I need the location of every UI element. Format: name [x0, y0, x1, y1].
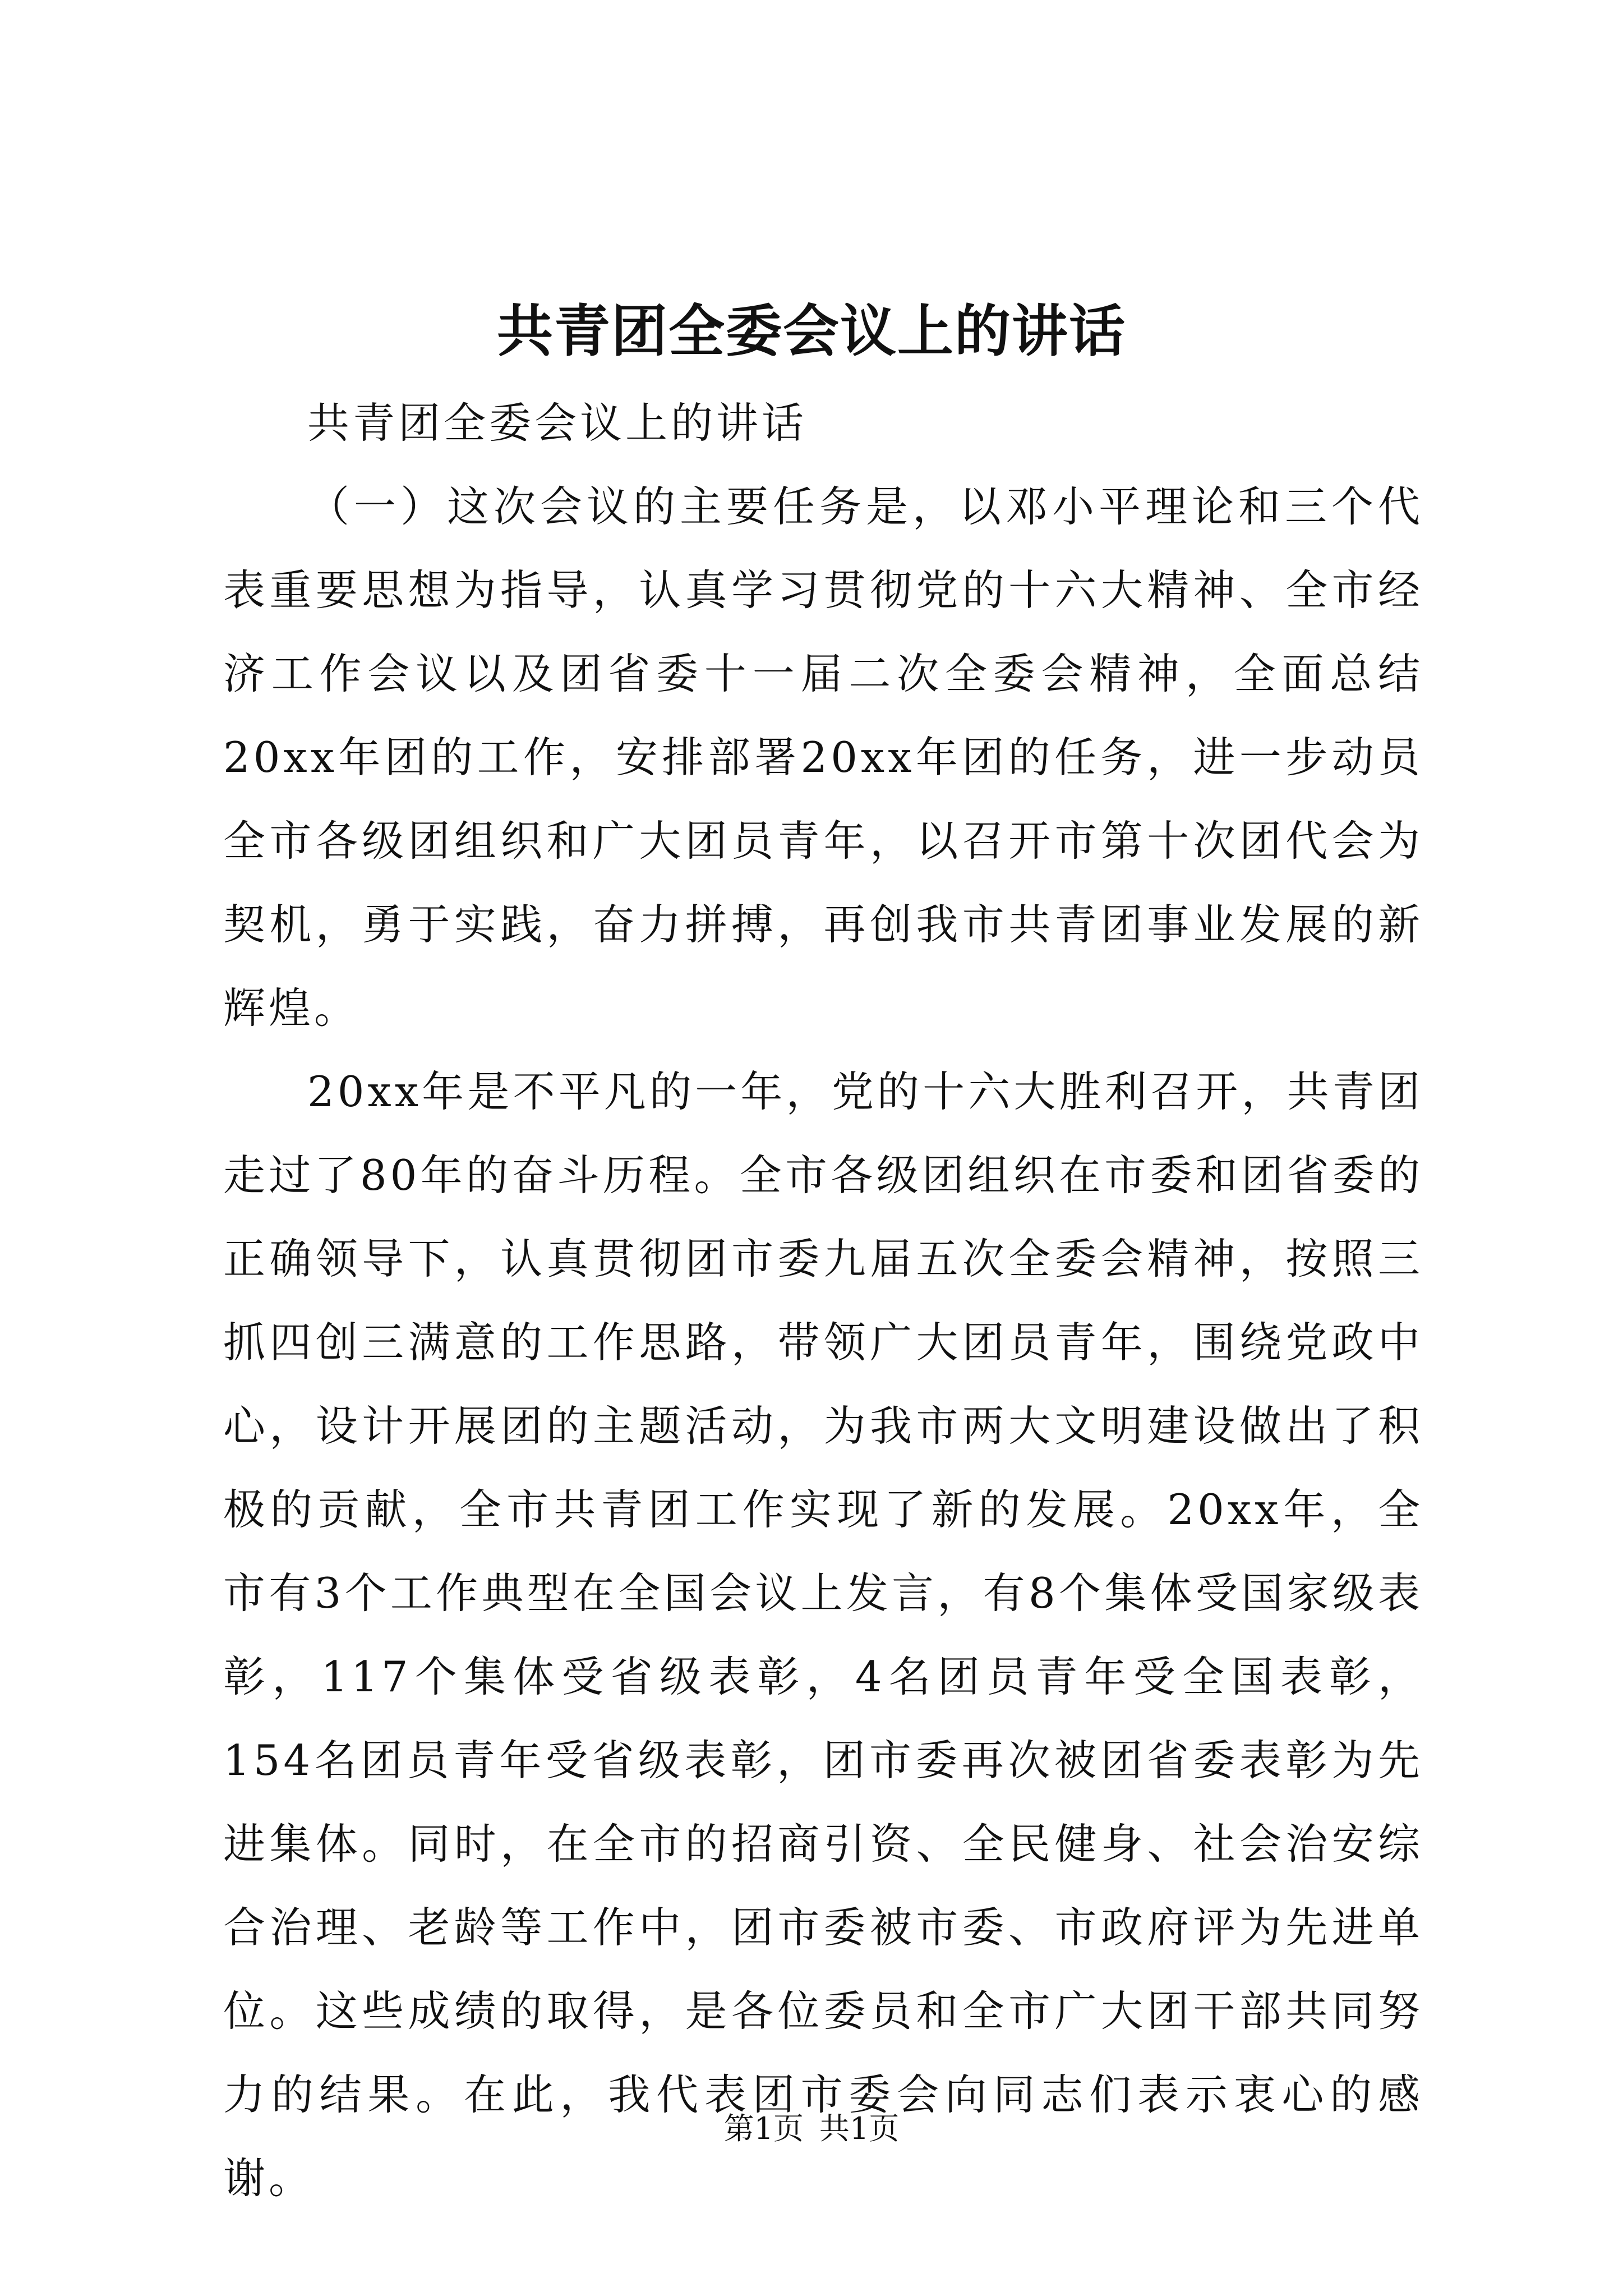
paragraph-two: 20xx年是不平凡的一年，党的十六大胜利召开，共青团走过了80年的奋斗历程。全市各级团组织在市委和团省委的正确领导下，认真贯彻团市委九届五次全委会精神，按照三抓四创三满意的工作思路，带领广大团员青年，围绕党政中心，设计开展团的主题活动，为我市两大文明建设做出了积极的贡献，全市共青团工作实现了新的发展。20xx年，全市有3个工作典型在全国会议上发言，有8个集体受国家级表彰，117个集体受省级表彰，4名团员青年受全国表彰，154名团员青年受省级表彰，团市委再次被团省委表彰为先进集体。同时，在全市的招商引资、全民健身、社会治安综合治理、老龄等工作中，团市委被市委、市政府评为先进单位。这些成绩的取得，是各位委员和全市广大团干部共同努力的结果。在此，我代表团市委会向同志们表示衷心的感谢。 — [223, 1067, 1423, 2203]
subtitle-paragraph: 共青团全委会议上的讲话 — [307, 398, 808, 448]
page-number-total: 共1页 — [819, 2111, 900, 2146]
document-title: 共青团全委会议上的讲话 — [497, 298, 1126, 364]
page-footer — [0, 2106, 1623, 2151]
page-number-current: 第1页 — [723, 2111, 804, 2146]
document-body — [223, 381, 1423, 2220]
paragraph-one: （一）这次会议的主要任务是，以邓小平理论和三个代表重要思想为指导，认真学习贯彻党的十六大精神、全市经济工作会议以及团省委十一届二次全委会精神，全面总结20xx年团的工作，安排部署20xx年团的任务，进一步动员全市各级团组织和广大团员青年，以召开市第十次团代会为契机，勇于实践，奋力拼搏，再创我市共青团事业发展的新辉煌。 — [223, 482, 1423, 1033]
